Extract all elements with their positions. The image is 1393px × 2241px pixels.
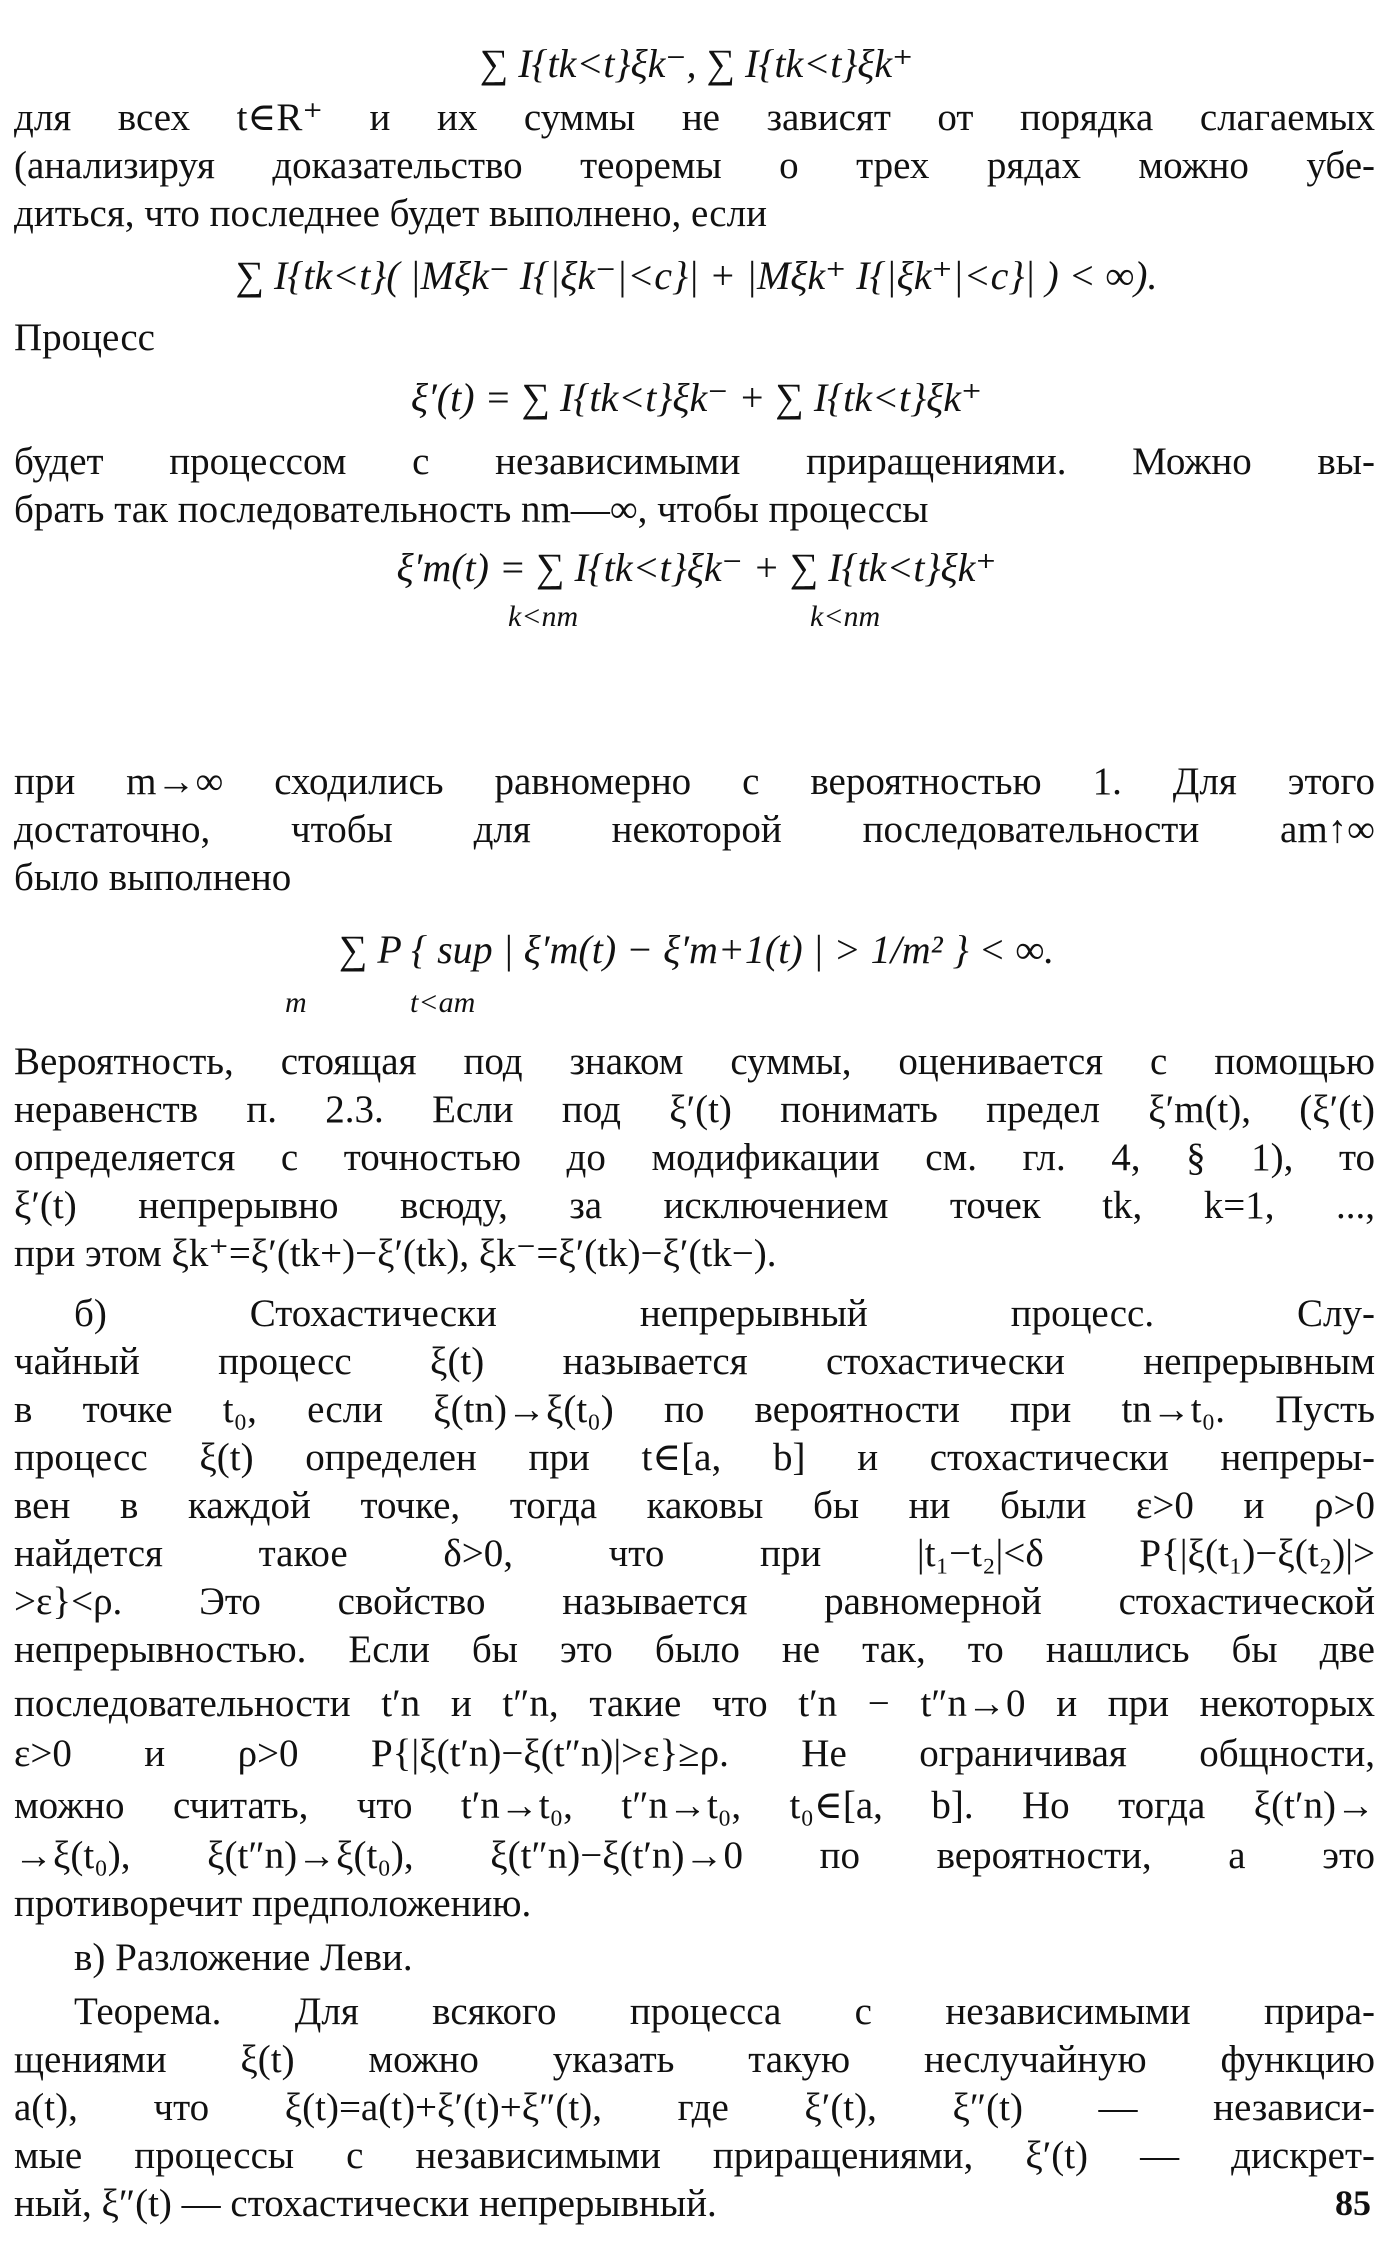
text-line-10: Вероятность, стоящая под знаком суммы, оценивается с помощью <box>14 1040 1375 1083</box>
text-line-27: противоречит предположению. <box>14 1882 532 1925</box>
section-heading-v: в) Разложение Леви. <box>74 1936 413 1979</box>
text-line-20: найдется такое δ>0, что при |t₁−t₂|<δ P{|ξ(t₁)−ξ(t₂)|> <box>14 1532 1375 1575</box>
text-line-9: было выполнено <box>14 856 292 899</box>
text-line-8: достаточно, чтобы для некоторой последовательности am↑∞ <box>14 808 1375 851</box>
text-line-18: процесс ξ(t) определен при t∈[a, b] и стохастически непреры- <box>14 1436 1375 1479</box>
formula-xi-prime-m: ξ′m(t) = ∑ I{tk<t}ξk⁻ + ∑ I{tk<t}ξk⁺ <box>396 545 997 590</box>
text-line-14: при этом ξk⁺=ξ′(tk+)−ξ′(tk), ξk⁻=ξ′(tk)−ξ′(tk−). <box>14 1232 777 1275</box>
text-line-6: брать так последовательность nm—∞, чтобы процессы <box>14 488 929 531</box>
text-line-23: последовательности t′n и t″n, такие что t′n − t″n→0 и при некоторых <box>14 1682 1375 1725</box>
text-line-1: для всех t∈R⁺ и их суммы не зависят от порядка слагаемых <box>14 96 1375 139</box>
text-line-5: будет процессом с независимыми приращениями. Можно вы- <box>14 440 1375 483</box>
text-process-label: Процесс <box>14 316 155 359</box>
theorem-line-4: мые процессы с независимыми приращениями, ξ′(t) — дискрет- <box>14 2134 1375 2177</box>
text-line-16: чайный процесс ξ(t) называется стохастически непрерывным <box>14 1340 1375 1383</box>
text-line-13: ξ′(t) непрерывно всюду, за исключением точек tk, k=1, ..., <box>14 1184 1375 1227</box>
text-line-22: непрерывностью. Если бы это было не так, то нашлись бы две <box>14 1628 1375 1671</box>
formula-subscript-right: k<nm <box>810 600 881 633</box>
theorem-line-1: Теорема. Для всякого процесса с независимыми прира- <box>74 1990 1375 2033</box>
text-line-11: неравенств п. 2.3. Если под ξ′(t) понимать предел ξ′m(t), (ξ′(t) <box>14 1088 1375 1131</box>
formula-subscript-left: k<nm <box>508 600 579 633</box>
text-line-17: в точке t₀, если ξ(tn)→ξ(t₀) по вероятности при tn→t₀. Пусть <box>14 1388 1375 1431</box>
text-line-12: определяется с точностью до модификации см. гл. 4, § 1), то <box>14 1136 1375 1179</box>
formula-xi-prime: ξ′(t) = ∑ I{tk<t}ξk⁻ + ∑ I{tk<t}ξk⁺ <box>410 375 983 420</box>
formula-convergence-condition: ∑ I{tk<t}( |Mξk⁻ I{|ξk⁻|<c}| + |Mξk⁺ I{|ξk⁺|<c}| ) < ∞). <box>235 253 1158 298</box>
text-line-19: вен в каждой точке, тогда каковы бы ни были ε>0 и ρ>0 <box>14 1484 1375 1527</box>
formula-sums-indicator: ∑ I{tk<t}ξk⁻, ∑ I{tk<t}ξk⁺ <box>479 41 914 86</box>
formula-sum-index: m <box>285 986 307 1019</box>
theorem-line-2: щениями ξ(t) можно указать такую неслучайную функцию <box>14 2038 1375 2081</box>
text-line-2: (анализируя доказательство теоремы о трех рядах можно убе- <box>14 144 1375 187</box>
theorem-line-3: a(t), что ξ(t)=a(t)+ξ′(t)+ξ″(t), где ξ′(t), ξ″(t) — независи- <box>14 2086 1375 2129</box>
text-line-3: диться, что последнее будет выполнено, если <box>14 192 767 235</box>
section-heading-b: б) Стохастически непрерывный процесс. Слу- <box>74 1292 1375 1335</box>
formula-probability-sum: ∑ P { sup | ξ′m(t) − ξ′m+1(t) | > 1/m² } < ∞. <box>338 927 1055 972</box>
text-line-7: при m→∞ сходились равномерно с вероятностью 1. Для этого <box>14 760 1375 803</box>
theorem-line-5: ный, ξ″(t) — стохастически непрерывный. <box>14 2182 717 2225</box>
formula-sup-index: t<am <box>410 986 476 1019</box>
text-line-25: можно считать, что t′n→t₀, t″n→t₀, t₀∈[a, b]. Но тогда ξ(t′n)→ <box>14 1784 1375 1827</box>
text-line-21: >ε}<ρ. Это свойство называется равномерной стохастической <box>14 1580 1375 1623</box>
text-line-26: →ξ(t₀), ξ(t″n)→ξ(t₀), ξ(t″n)−ξ(t′n)→0 по вероятности, а это <box>14 1834 1375 1877</box>
page-number: 85 <box>1335 2183 1371 2223</box>
text-line-24: ε>0 и ρ>0 P{|ξ(t′n)−ξ(t″n)|>ε}≥ρ. Не ограничивая общности, <box>14 1732 1375 1775</box>
